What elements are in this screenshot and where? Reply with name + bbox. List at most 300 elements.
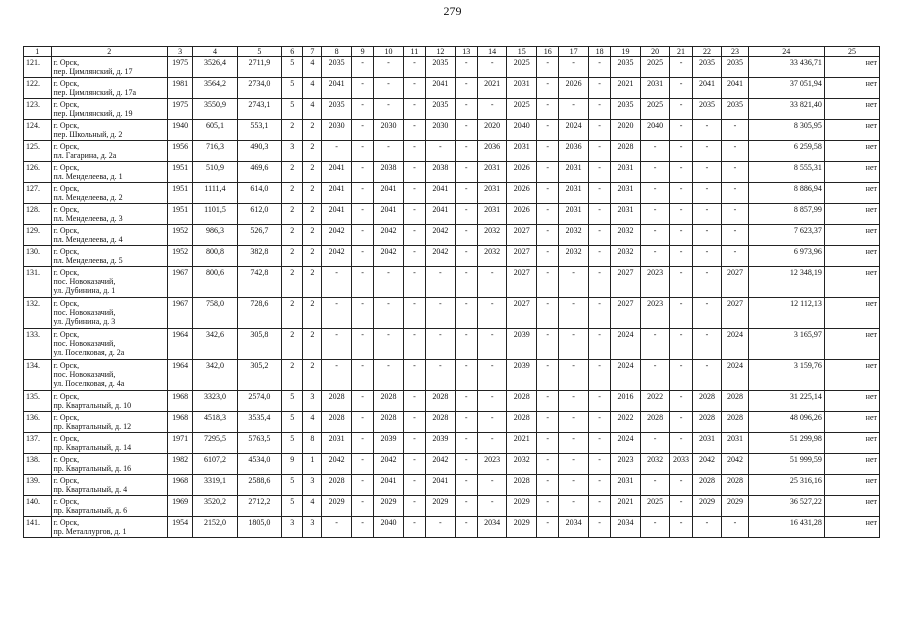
cell-col-7: 4 xyxy=(303,78,322,99)
address-line: г. Орск, xyxy=(53,142,80,151)
cell-col-22: 2035 xyxy=(692,99,722,120)
cell-col-10: 2028 xyxy=(374,391,404,412)
cell-col-19: 2023 xyxy=(611,454,641,475)
column-number-18: 18 xyxy=(588,47,610,57)
column-number-2: 2 xyxy=(51,47,167,57)
cell-col-25: нет xyxy=(824,298,879,329)
cell-col-17: 2031 xyxy=(559,183,589,204)
cell-col-19: 2031 xyxy=(611,475,641,496)
cell-col-17: 2034 xyxy=(559,517,589,538)
cell-col-15: 2029 xyxy=(507,517,537,538)
address-line: г. Орск, xyxy=(53,121,80,130)
cell-col-9: - xyxy=(351,78,373,99)
address-line: пос. Новоказачий, xyxy=(53,339,116,348)
cell-col-23: 2029 xyxy=(722,496,748,517)
row-number: 125. xyxy=(24,141,52,162)
cell-col-12: 2042 xyxy=(426,246,456,267)
cell-col-17: 2036 xyxy=(559,141,589,162)
cell-col-13: - xyxy=(455,329,477,360)
cell-col-10: - xyxy=(374,141,404,162)
cell-col-5: 2588,6 xyxy=(237,475,281,496)
cell-col-3: 1981 xyxy=(167,78,192,99)
row-number: 130. xyxy=(24,246,52,267)
column-number-16: 16 xyxy=(537,47,559,57)
cell-col-10: 2041 xyxy=(374,475,404,496)
cell-col-14: 2020 xyxy=(477,120,507,141)
cell-col-7: 2 xyxy=(303,267,322,298)
address-line: г. Орск, xyxy=(53,268,80,277)
cell-col-22: - xyxy=(692,225,722,246)
cell-col-4: 3319,1 xyxy=(193,475,237,496)
address-cell xyxy=(51,475,167,496)
cell-col-16: - xyxy=(537,267,559,298)
cell-col-5: 2712,2 xyxy=(237,496,281,517)
cell-col-6: 3 xyxy=(282,141,303,162)
column-number-6: 6 xyxy=(282,47,303,57)
address-line: пл. Менделеева, д. 1 xyxy=(53,172,123,181)
address-cell xyxy=(51,120,167,141)
cell-col-19: 2016 xyxy=(611,391,641,412)
cell-col-25: нет xyxy=(824,225,879,246)
address-line: пл. Менделеева, д. 2 xyxy=(53,193,123,202)
cell-col-16: - xyxy=(537,204,559,225)
cell-col-15: 2027 xyxy=(507,246,537,267)
cell-col-12: - xyxy=(426,298,456,329)
address-cell xyxy=(51,57,167,78)
cell-col-11: - xyxy=(403,57,425,78)
cell-col-3: 1975 xyxy=(167,57,192,78)
cell-col-24: 25 316,16 xyxy=(748,475,824,496)
cell-col-21: - xyxy=(670,162,692,183)
cell-col-18: - xyxy=(588,183,610,204)
cell-col-22: - xyxy=(692,246,722,267)
cell-col-6: 2 xyxy=(282,246,303,267)
cell-col-16: - xyxy=(537,57,559,78)
cell-col-10: - xyxy=(374,99,404,120)
cell-col-11: - xyxy=(403,162,425,183)
cell-col-3: 1956 xyxy=(167,141,192,162)
address-cell xyxy=(51,162,167,183)
address-cell xyxy=(51,225,167,246)
cell-col-4: 3520,2 xyxy=(193,496,237,517)
cell-col-10: 2038 xyxy=(374,162,404,183)
cell-col-15: 2027 xyxy=(507,225,537,246)
cell-col-5: 2734,0 xyxy=(237,78,281,99)
cell-col-17: 2026 xyxy=(559,78,589,99)
cell-col-24: 51 999,59 xyxy=(748,454,824,475)
cell-col-21: - xyxy=(670,298,692,329)
cell-col-11: - xyxy=(403,183,425,204)
cell-col-5: 2743,1 xyxy=(237,99,281,120)
cell-col-24: 33 821,40 xyxy=(748,99,824,120)
cell-col-6: 5 xyxy=(282,433,303,454)
address-line: г. Орск, xyxy=(53,184,80,193)
cell-col-18: - xyxy=(588,204,610,225)
cell-col-3: 1975 xyxy=(167,99,192,120)
cell-col-13: - xyxy=(455,246,477,267)
cell-col-21: - xyxy=(670,412,692,433)
cell-col-23: - xyxy=(722,246,748,267)
cell-col-20: 2031 xyxy=(640,78,670,99)
table-row xyxy=(24,517,880,538)
cell-col-5: 305,8 xyxy=(237,329,281,360)
cell-col-20: - xyxy=(640,204,670,225)
table-row xyxy=(24,496,880,517)
cell-col-5: 305,2 xyxy=(237,360,281,391)
cell-col-11: - xyxy=(403,225,425,246)
cell-col-20: 2040 xyxy=(640,120,670,141)
cell-col-6: 2 xyxy=(282,183,303,204)
cell-col-16: - xyxy=(537,141,559,162)
cell-col-15: 2025 xyxy=(507,99,537,120)
cell-col-4: 1111,4 xyxy=(193,183,237,204)
cell-col-11: - xyxy=(403,496,425,517)
address-cell xyxy=(51,517,167,538)
cell-col-9: - xyxy=(351,246,373,267)
cell-col-18: - xyxy=(588,267,610,298)
cell-col-25: нет xyxy=(824,412,879,433)
cell-col-17: 2031 xyxy=(559,204,589,225)
cell-col-13: - xyxy=(455,475,477,496)
address-cell xyxy=(51,204,167,225)
cell-col-21: - xyxy=(670,204,692,225)
table-row xyxy=(24,78,880,99)
cell-col-22: - xyxy=(692,162,722,183)
cell-col-19: 2024 xyxy=(611,360,641,391)
cell-col-25: нет xyxy=(824,99,879,120)
cell-col-25: нет xyxy=(824,246,879,267)
cell-col-10: 2042 xyxy=(374,246,404,267)
cell-col-7: 4 xyxy=(303,412,322,433)
row-number: 137. xyxy=(24,433,52,454)
cell-col-4: 3550,9 xyxy=(193,99,237,120)
cell-col-18: - xyxy=(588,496,610,517)
cell-col-19: 2024 xyxy=(611,329,641,360)
cell-col-8: 2031 xyxy=(322,433,352,454)
cell-col-17: 2024 xyxy=(559,120,589,141)
cell-col-7: 2 xyxy=(303,225,322,246)
cell-col-24: 36 527,22 xyxy=(748,496,824,517)
cell-col-22: 2042 xyxy=(692,454,722,475)
cell-col-23: 2028 xyxy=(722,475,748,496)
cell-col-25: нет xyxy=(824,57,879,78)
cell-col-4: 800,6 xyxy=(193,267,237,298)
table-row xyxy=(24,246,880,267)
cell-col-12: 2041 xyxy=(426,475,456,496)
cell-col-16: - xyxy=(537,360,559,391)
cell-col-16: - xyxy=(537,246,559,267)
cell-col-6: 5 xyxy=(282,412,303,433)
cell-col-7: 8 xyxy=(303,433,322,454)
address-cell xyxy=(51,433,167,454)
row-number: 140. xyxy=(24,496,52,517)
cell-col-11: - xyxy=(403,360,425,391)
address-line: ул. Дубинина, д. 3 xyxy=(53,317,116,326)
cell-col-19: 2031 xyxy=(611,162,641,183)
cell-col-5: 728,6 xyxy=(237,298,281,329)
cell-col-3: 1952 xyxy=(167,225,192,246)
column-number-10: 10 xyxy=(374,47,404,57)
address-line: г. Орск, xyxy=(53,299,80,308)
cell-col-15: 2028 xyxy=(507,412,537,433)
address-line: г. Орск, xyxy=(53,518,80,527)
row-number: 122. xyxy=(24,78,52,99)
cell-col-14: 2036 xyxy=(477,141,507,162)
cell-col-16: - xyxy=(537,329,559,360)
cell-col-18: - xyxy=(588,78,610,99)
cell-col-14: 2031 xyxy=(477,204,507,225)
cell-col-11: - xyxy=(403,391,425,412)
cell-col-14: 2034 xyxy=(477,517,507,538)
cell-col-18: - xyxy=(588,454,610,475)
cell-col-6: 5 xyxy=(282,496,303,517)
cell-col-11: - xyxy=(403,120,425,141)
cell-col-18: - xyxy=(588,433,610,454)
cell-col-15: 2027 xyxy=(507,298,537,329)
cell-col-24: 37 051,94 xyxy=(748,78,824,99)
cell-col-19: 2024 xyxy=(611,433,641,454)
cell-col-7: 2 xyxy=(303,329,322,360)
address-line: пос. Новоказачий, xyxy=(53,277,116,286)
address-line: пр. Металлургов, д. 1 xyxy=(53,527,127,536)
cell-col-5: 1805,0 xyxy=(237,517,281,538)
address-cell xyxy=(51,99,167,120)
cell-col-8: 2035 xyxy=(322,99,352,120)
table-row xyxy=(24,141,880,162)
cell-col-17: - xyxy=(559,267,589,298)
table-row xyxy=(24,120,880,141)
cell-col-10: - xyxy=(374,329,404,360)
cell-col-18: - xyxy=(588,162,610,183)
cell-col-17: - xyxy=(559,391,589,412)
cell-col-22: 2029 xyxy=(692,496,722,517)
cell-col-24: 16 431,28 xyxy=(748,517,824,538)
cell-col-9: - xyxy=(351,162,373,183)
cell-col-21: 2033 xyxy=(670,454,692,475)
cell-col-3: 1954 xyxy=(167,517,192,538)
address-line: г. Орск, xyxy=(53,58,80,67)
cell-col-4: 6107,2 xyxy=(193,454,237,475)
address-cell xyxy=(51,391,167,412)
cell-col-21: - xyxy=(670,246,692,267)
column-number-21: 21 xyxy=(670,47,692,57)
cell-col-24: 6 259,58 xyxy=(748,141,824,162)
cell-col-14: - xyxy=(477,412,507,433)
cell-col-19: 2032 xyxy=(611,246,641,267)
cell-col-25: нет xyxy=(824,454,879,475)
table-body xyxy=(24,47,880,538)
cell-col-23: 2042 xyxy=(722,454,748,475)
cell-col-24: 3 165,97 xyxy=(748,329,824,360)
cell-col-17: - xyxy=(559,454,589,475)
cell-col-22: - xyxy=(692,183,722,204)
row-number: 127. xyxy=(24,183,52,204)
cell-col-8: 2028 xyxy=(322,475,352,496)
column-number-17: 17 xyxy=(559,47,589,57)
cell-col-6: 2 xyxy=(282,225,303,246)
cell-col-12: - xyxy=(426,360,456,391)
address-line: пр. Квартальный, д. 4 xyxy=(53,485,128,494)
cell-col-17: - xyxy=(559,496,589,517)
cell-col-13: - xyxy=(455,433,477,454)
cell-col-20: 2023 xyxy=(640,298,670,329)
cell-col-21: - xyxy=(670,329,692,360)
cell-col-10: 2040 xyxy=(374,517,404,538)
cell-col-15: 2029 xyxy=(507,496,537,517)
address-line: ул. Дубинина, д. 1 xyxy=(53,286,116,295)
address-line: пр. Квартальный, д. 14 xyxy=(53,443,132,452)
cell-col-13: - xyxy=(455,99,477,120)
cell-col-19: 2021 xyxy=(611,78,641,99)
table-row xyxy=(24,298,880,329)
cell-col-11: - xyxy=(403,267,425,298)
cell-col-11: - xyxy=(403,141,425,162)
cell-col-4: 342,6 xyxy=(193,329,237,360)
cell-col-8: 2042 xyxy=(322,225,352,246)
cell-col-5: 742,8 xyxy=(237,267,281,298)
cell-col-25: нет xyxy=(824,360,879,391)
cell-col-9: - xyxy=(351,475,373,496)
row-number: 131. xyxy=(24,267,52,298)
column-number-15: 15 xyxy=(507,47,537,57)
cell-col-15: 2031 xyxy=(507,78,537,99)
cell-col-13: - xyxy=(455,298,477,329)
cell-col-17: 2031 xyxy=(559,162,589,183)
address-line: пр. Квартальный, д. 6 xyxy=(53,506,128,515)
cell-col-7: 4 xyxy=(303,496,322,517)
cell-col-15: 2039 xyxy=(507,360,537,391)
cell-col-6: 2 xyxy=(282,204,303,225)
address-line: пр. Квартальный, д. 10 xyxy=(53,401,132,410)
cell-col-9: - xyxy=(351,329,373,360)
cell-col-17: - xyxy=(559,360,589,391)
cell-col-6: 5 xyxy=(282,78,303,99)
cell-col-16: - xyxy=(537,454,559,475)
column-number-13: 13 xyxy=(455,47,477,57)
table-row xyxy=(24,329,880,360)
cell-col-20: - xyxy=(640,162,670,183)
cell-col-11: - xyxy=(403,475,425,496)
cell-col-6: 2 xyxy=(282,329,303,360)
address-line: г. Орск, xyxy=(53,100,80,109)
address-line: г. Орск, xyxy=(53,205,80,214)
cell-col-6: 2 xyxy=(282,298,303,329)
cell-col-11: - xyxy=(403,329,425,360)
cell-col-23: - xyxy=(722,183,748,204)
cell-col-24: 8 857,99 xyxy=(748,204,824,225)
cell-col-12: 2041 xyxy=(426,204,456,225)
cell-col-10: 2039 xyxy=(374,433,404,454)
address-cell xyxy=(51,454,167,475)
cell-col-22: 2031 xyxy=(692,433,722,454)
column-number-4: 4 xyxy=(193,47,237,57)
table-row xyxy=(24,360,880,391)
cell-col-20: - xyxy=(640,475,670,496)
table-row xyxy=(24,454,880,475)
cell-col-19: 2020 xyxy=(611,120,641,141)
cell-col-23: - xyxy=(722,120,748,141)
cell-col-9: - xyxy=(351,298,373,329)
cell-col-19: 2032 xyxy=(611,225,641,246)
cell-col-15: 2026 xyxy=(507,183,537,204)
cell-col-19: 2034 xyxy=(611,517,641,538)
cell-col-22: - xyxy=(692,141,722,162)
cell-col-24: 51 299,98 xyxy=(748,433,824,454)
cell-col-9: - xyxy=(351,225,373,246)
address-cell xyxy=(51,246,167,267)
address-line: пер. Школьный, д. 2 xyxy=(53,130,123,139)
cell-col-15: 2027 xyxy=(507,267,537,298)
cell-col-9: - xyxy=(351,183,373,204)
cell-col-3: 1982 xyxy=(167,454,192,475)
cell-col-7: 2 xyxy=(303,360,322,391)
cell-col-25: нет xyxy=(824,433,879,454)
cell-col-21: - xyxy=(670,433,692,454)
cell-col-16: - xyxy=(537,162,559,183)
cell-col-6: 5 xyxy=(282,391,303,412)
cell-col-24: 8 886,94 xyxy=(748,183,824,204)
cell-col-15: 2025 xyxy=(507,57,537,78)
cell-col-13: - xyxy=(455,517,477,538)
cell-col-11: - xyxy=(403,433,425,454)
cell-col-13: - xyxy=(455,141,477,162)
cell-col-16: - xyxy=(537,298,559,329)
cell-col-17: - xyxy=(559,329,589,360)
address-cell xyxy=(51,412,167,433)
address-line: пл. Менделеева, д. 3 xyxy=(53,214,123,223)
address-cell xyxy=(51,183,167,204)
cell-col-19: 2027 xyxy=(611,298,641,329)
cell-col-9: - xyxy=(351,360,373,391)
cell-col-23: 2024 xyxy=(722,329,748,360)
column-number-1: 1 xyxy=(24,47,52,57)
cell-col-4: 2152,0 xyxy=(193,517,237,538)
cell-col-8: 2030 xyxy=(322,120,352,141)
cell-col-17: - xyxy=(559,412,589,433)
cell-col-4: 986,3 xyxy=(193,225,237,246)
cell-col-20: - xyxy=(640,225,670,246)
row-number: 129. xyxy=(24,225,52,246)
cell-col-14: - xyxy=(477,391,507,412)
cell-col-24: 33 436,71 xyxy=(748,57,824,78)
cell-col-16: - xyxy=(537,391,559,412)
cell-col-17: - xyxy=(559,433,589,454)
cell-col-8: 2041 xyxy=(322,183,352,204)
cell-col-6: 2 xyxy=(282,267,303,298)
cell-col-10: 2042 xyxy=(374,225,404,246)
cell-col-4: 758,0 xyxy=(193,298,237,329)
cell-col-21: - xyxy=(670,391,692,412)
header-row xyxy=(24,47,880,57)
cell-col-25: нет xyxy=(824,496,879,517)
cell-col-22: 2028 xyxy=(692,475,722,496)
cell-col-16: - xyxy=(537,225,559,246)
cell-col-11: - xyxy=(403,454,425,475)
cell-col-4: 510,9 xyxy=(193,162,237,183)
cell-col-9: - xyxy=(351,120,373,141)
cell-col-6: 2 xyxy=(282,162,303,183)
cell-col-15: 2040 xyxy=(507,120,537,141)
cell-col-3: 1968 xyxy=(167,475,192,496)
cell-col-7: 3 xyxy=(303,391,322,412)
cell-col-9: - xyxy=(351,99,373,120)
cell-col-5: 614,0 xyxy=(237,183,281,204)
cell-col-11: - xyxy=(403,99,425,120)
table-row xyxy=(24,433,880,454)
cell-col-25: нет xyxy=(824,475,879,496)
cell-col-15: 2031 xyxy=(507,141,537,162)
cell-col-20: 2023 xyxy=(640,267,670,298)
